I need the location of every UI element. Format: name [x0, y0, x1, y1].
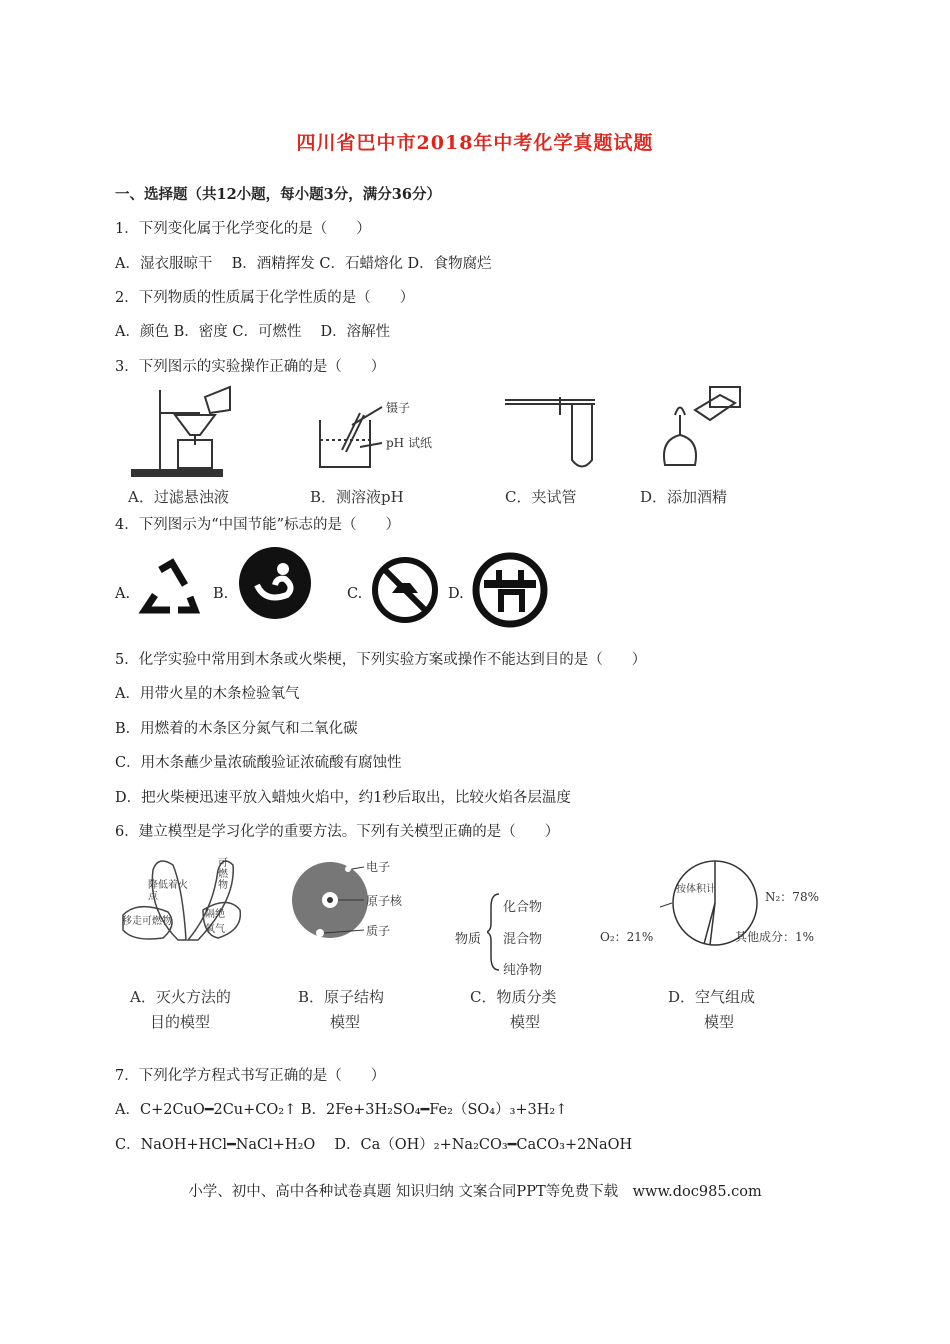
q5-option-a: A．用带火星的木条检验氧气	[115, 686, 300, 702]
page-footer: 小学、初中、高中各种试卷真题 知识归纳 文案合同PPT等免费下载 www.doc985.com	[188, 1184, 762, 1200]
model-b-proton: 质子	[366, 924, 391, 938]
model-a-center: 降低着火点	[148, 880, 188, 902]
model-c-item-1: 化合物	[503, 900, 543, 915]
q6-caption-b-line1: B．原子结构	[298, 988, 385, 1006]
model-c-root: 物质	[455, 932, 482, 947]
model-a-left: 移走可燃物	[122, 916, 172, 927]
q6-caption-d-line1: D．空气组成	[668, 988, 756, 1006]
classification-brace	[487, 892, 501, 972]
q5-stem: 5．化学实验中常用到木条或火柴梗，下列实验方案或操作不能达到目的是（ ）	[115, 652, 647, 668]
model-d-other: 其他成分：1%	[735, 930, 815, 944]
q3-figure-row	[120, 385, 760, 480]
q6-caption-d-line2: 模型	[704, 1013, 735, 1031]
section-heading: 一、选择题（共12小题，每小题3分，满分36分）	[115, 186, 441, 203]
q2-stem: 2．下列物质的性质属于化学性质的是（ ）	[115, 290, 415, 306]
q1-stem: 1．下列变化属于化学变化的是（ ）	[115, 221, 371, 237]
q7-options-line2: C．NaOH+HCl━NaCl+H₂O D．Ca（OH）₂+Na₂CO₃━CaCO₃+2NaOH	[115, 1137, 633, 1153]
q4-label-c: C.	[347, 586, 363, 602]
model-c-item-3: 纯净物	[503, 963, 543, 978]
model-b-nucleus: 原子核	[366, 894, 403, 908]
q1-options: A．湿衣服晾干 B．酒精挥发 C．石蜡熔化 D．食物腐烂	[115, 256, 492, 272]
model-a-right-top: 可燃物	[218, 858, 228, 891]
q3-caption-a: A．过滤悬浊液	[128, 488, 229, 506]
q4-label-d: D.	[448, 586, 464, 602]
q6-caption-c	[470, 985, 556, 1035]
model-a-right: 隔绝氧气	[205, 909, 225, 935]
ph-paper-label: pH 试纸	[386, 436, 432, 450]
q6-caption-c-line1: C．物质分类	[470, 988, 557, 1006]
q6-caption-b	[298, 985, 384, 1035]
q7-stem: 7．下列化学方程式书写正确的是（ ）	[115, 1068, 386, 1084]
q3-stem: 3．下列图示的实验操作正确的是（ ）	[115, 359, 386, 375]
q6-caption-b-line2: 模型	[330, 1013, 361, 1031]
q4-label-a: A.	[115, 586, 131, 602]
test-tube-holder	[505, 397, 595, 467]
q5-option-c: C．用木条蘸少量浓硫酸验证浓硫酸有腐蚀性	[115, 755, 402, 771]
q7-options-line1: A．C+2CuO━2Cu+CO₂↑ B．2Fe+3H₂SO₄━Fe₂（SO₄）₃+3H₂↑	[115, 1102, 568, 1118]
model-d-volume: 按体积计	[676, 884, 716, 895]
q2-options: A．颜色 B．密度 C．可燃性 D．溶解性	[115, 324, 391, 340]
q3-caption-b: B．测溶液pH	[310, 488, 404, 506]
q4-label-b: B.	[213, 586, 229, 602]
filtration-apparatus	[132, 387, 230, 476]
q4-stem: 4．下列图示为“中国节能”标志的是（ ）	[115, 517, 401, 533]
tweezers-label: 镊子	[386, 401, 411, 415]
model-b-electron: 电子	[366, 860, 391, 874]
q5-option-d: D．把火柴梗迅速平放入蜡烛火焰中，约1秒后取出，比较火焰各层温度	[115, 790, 571, 806]
q6-caption-a	[130, 985, 231, 1035]
prohibition-logo	[370, 555, 440, 625]
q6-caption-a-line2: 目的模型	[150, 1013, 211, 1031]
document-title: 四川省巴中市2018年中考化学真题试题	[296, 132, 654, 154]
energy-saving-logo-b	[235, 543, 315, 623]
q3-caption-d: D．添加酒精	[640, 488, 728, 506]
model-d-o2: O₂：21%	[600, 930, 654, 944]
atom-structure-model	[288, 855, 428, 945]
alcohol-lamp-apparatus	[664, 387, 740, 465]
q6-stem: 6．建立模型是学习化学的重要方法。下列有关模型正确的是（ ）	[115, 824, 560, 840]
q6-caption-c-line2: 模型	[510, 1013, 541, 1031]
recycle-logo	[130, 555, 205, 620]
model-c-item-2: 混合物	[503, 932, 543, 947]
q5-option-b: B．用燃着的木条区分氮气和二氧化碳	[115, 721, 358, 737]
q6-caption-d	[668, 985, 755, 1035]
model-d-n2: N₂：78%	[765, 890, 819, 904]
q6-caption-a-line1: A．灭火方法的	[130, 988, 231, 1006]
china-energy-saving-logo	[470, 550, 550, 630]
ph-test-apparatus	[320, 407, 382, 467]
q3-caption-c: C．夹试管	[505, 488, 577, 506]
